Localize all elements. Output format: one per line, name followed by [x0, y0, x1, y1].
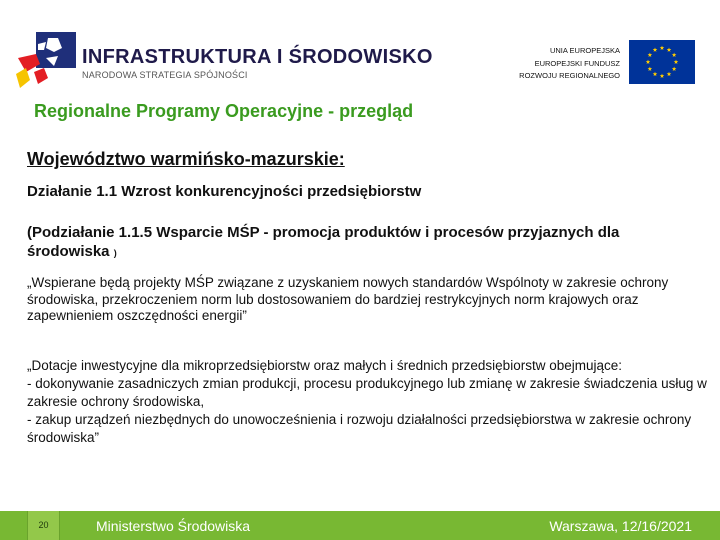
brand-subtitle: NARODOWA STRATEGIA SPÓJNOŚCI [82, 70, 248, 80]
eu-line-1: UNIA EUROPEJSKA [549, 46, 620, 55]
slide-subtitle: Regionalne Programy Operacyjne - przegląd [34, 101, 414, 121]
subaction-text: (Podziałanie 1.1.5 Wsparcie MŚP - promocja produktów i procesów przyjaznych dla środowiska [27, 224, 620, 260]
footer-ministry: Ministerstwo Środowiska [96, 518, 251, 534]
quote2-item-2: - zakup urządzeń niezbędnych do unowocześnienia i rozwoju działalności przedsiębiorstwa w zakresie ochrony środowiska” [27, 412, 692, 445]
eu-flag-icon [629, 40, 695, 84]
quote2-item-1: - dokonywanie zasadniczych zmian produkcji, procesu produkcyjnego lub zmianę w zakresie świadczenia usług w zakresie ochrony środowiska, [27, 376, 707, 409]
quote-paragraph-2 [27, 357, 707, 447]
eu-line-2: EUROPEJSKI FUNDUSZ [534, 58, 620, 68]
quote-paragraph-1: „Wspierane będą projekty MŚP związane z uzyskaniem nowych standardów Wspólnoty w zakresie ochrony środowiska, przekroczeniem norm lub dostosowaniem do bardziej restrykcyjnych norm krajowych oraz zapewnieniem oszczędności energii” [27, 275, 669, 323]
quote2-intro: „Dotacje inwestycyjne dla mikroprzedsiębiorstw oraz małych i średnich przedsiębiorstw obejmujące: [27, 358, 622, 373]
brand-title: INFRASTRUKTURA I ŚRODOWISKO [82, 46, 433, 68]
subaction-close-paren: ) [113, 248, 117, 258]
subaction-heading [27, 223, 687, 263]
voivodeship-heading: Województwo warmińsko-mazurskie: [27, 149, 345, 169]
page-number: 20 [38, 520, 49, 530]
page-number-box [27, 511, 60, 540]
brand-block [82, 46, 433, 80]
eu-line-3: ROZWOJU REGIONALNEGO [519, 71, 620, 80]
action-heading: Działanie 1.1 Wzrost konkurencyjności przedsiębiorstw [27, 183, 422, 200]
infrastruktura-logo-icon [14, 28, 80, 92]
eu-text-block [519, 45, 620, 83]
footer-date: Warszawa, 12/16/2021 [549, 518, 692, 534]
